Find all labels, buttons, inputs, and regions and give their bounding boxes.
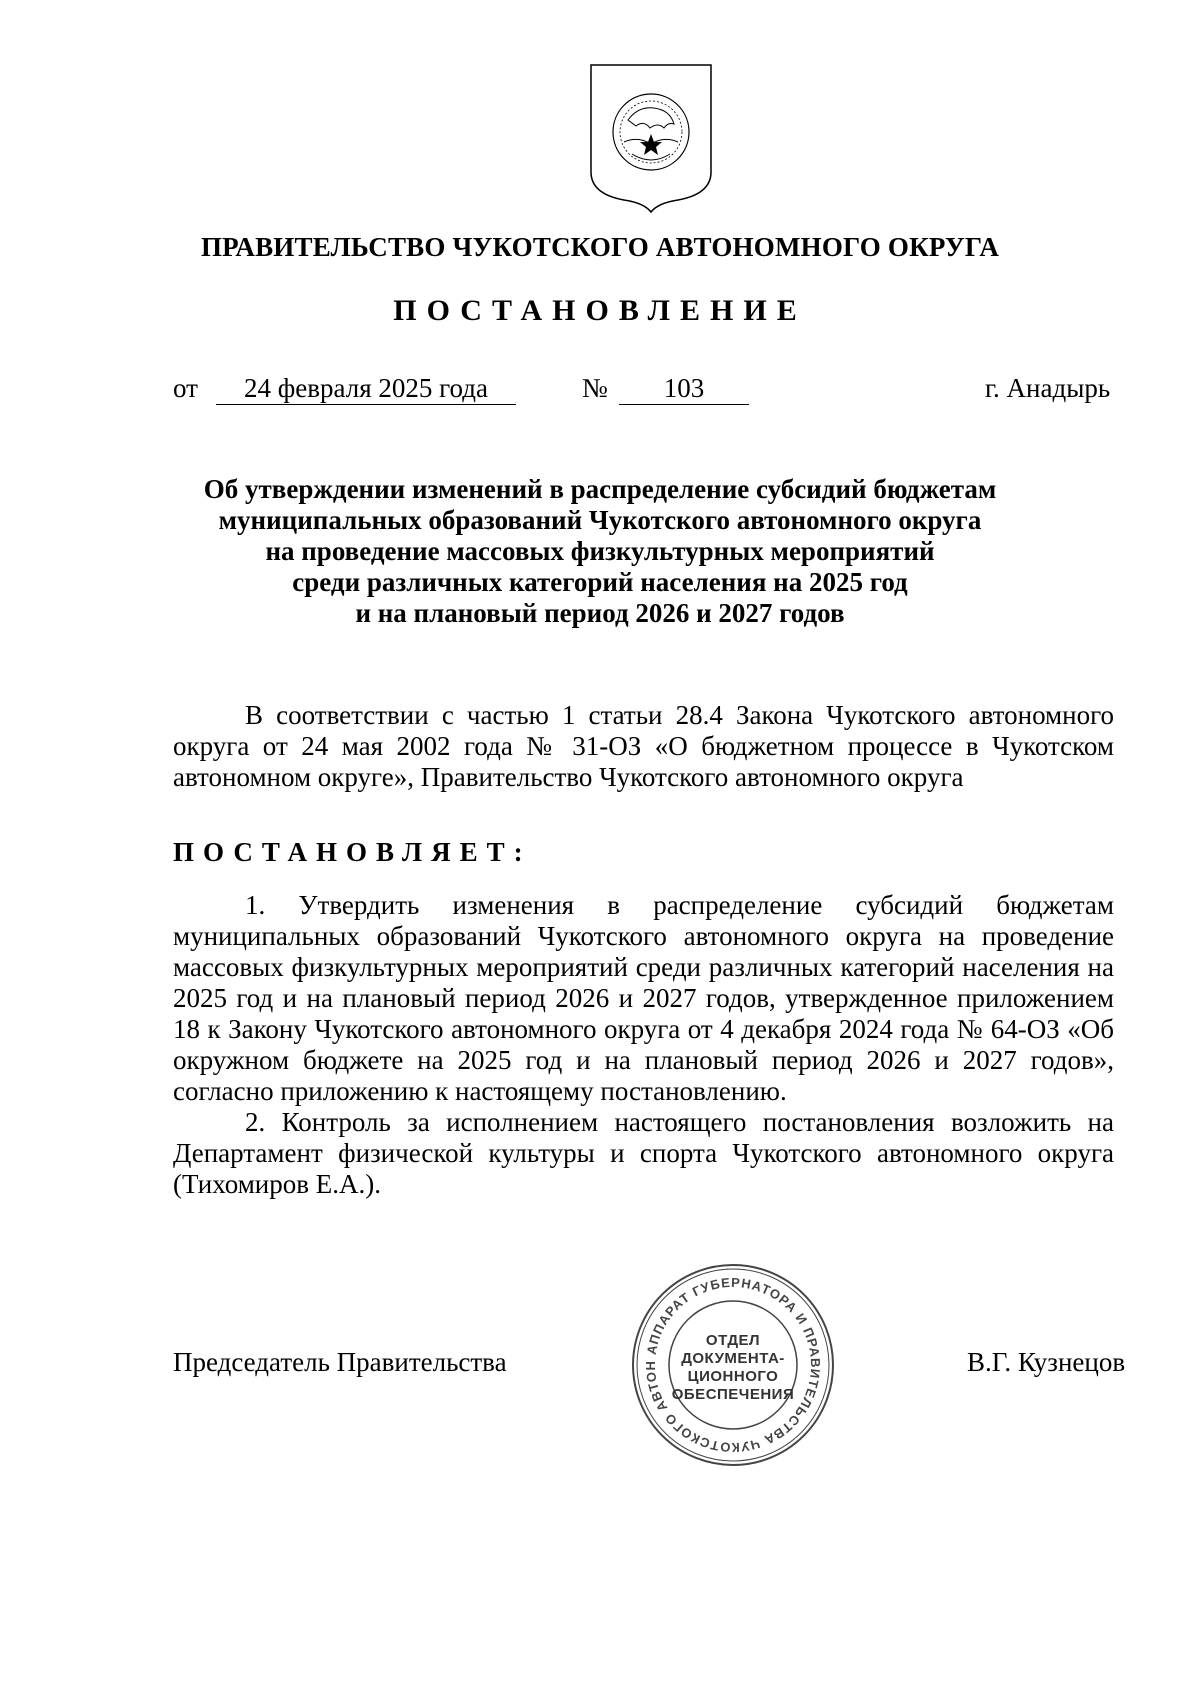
subject-line: Об утверждении изменений в распределение субсидий бюджетам: [203, 474, 997, 504]
subject-line: муниципальных образований Чукотского автономного округа: [218, 505, 982, 535]
subject-line: на проведение массовых физкультурных мероприятий: [265, 536, 935, 566]
resolution-items: [173, 890, 1114, 1200]
date-prefix: от: [173, 373, 198, 403]
preamble-text: В соответствии с частью 1 статьи 28.4 Закона Чукотского автономного округа от 24 мая 2002 года № 31-ОЗ «О бюджетном процессе в Чукотском автономном округе», Правительство Чукотского автономного округа: [173, 700, 1114, 792]
document-city: г. Анадырь: [985, 373, 1111, 403]
stamp-line: ОБЕСПЕЧЕНИЯ: [671, 1386, 795, 1403]
resolution-item: 2. Контроль за исполнением настоящего постановления возложить на Департамент физической культуры и спорта Чукотского автономного округа (Тихомиров Е.А.).: [173, 1107, 1114, 1199]
document-subject: [0, 474, 1200, 629]
subject-line: и на плановый период 2026 и 2027 годов: [355, 598, 845, 628]
resolution-item: 1. Утвердить изменения в распределение субсидий бюджетам муниципальных образований Чукотского автономного округа на проведение массовых физкультурных мероприятий среди различных категорий населения на 2025 год и на плановый период 2026 и 2027 годов, утвержденное приложением 18 к Закону Чукотского автономного округа от 4 декабря 2024 года № 64-ОЗ «Об окружном бюджете на 2025 год и на плановый период 2026 и 2027 годов», согласно приложению к настоящему постановлению.: [173, 890, 1114, 1106]
document-meta: [0, 373, 1200, 413]
stamp-center-text: [628, 1332, 838, 1404]
document-type: ПОСТАНОВЛЕНИЕ: [393, 294, 807, 327]
resolve-heading: ПОСТАНОВЛЯЕТ:: [173, 837, 532, 867]
number-prefix: №: [582, 373, 608, 403]
signatory-position: Председатель Правительства: [173, 1347, 507, 1377]
svg-text:АППАРАТ ГУБЕРНАТОРА И ПРАВИТЕЛ: АППАРАТ ГУБЕРНАТОРА И ПРАВИТЕЛЬСТВА ЧУКОТСКОГО АВТОН: [642, 1274, 824, 1456]
government-name: ПРАВИТЕЛЬСТВО ЧУКОТСКОГО АВТОНОМНОГО ОКРУГА: [200, 232, 1000, 262]
coat-of-arms-icon: [588, 62, 714, 214]
signatory-name: В.Г. Кузнецов: [967, 1347, 1126, 1377]
document-date: 24 февраля 2025 года: [216, 373, 516, 405]
document-number: 103: [619, 373, 749, 405]
stamp-line: ДОКУМЕНТА-: [681, 1350, 785, 1367]
stamp-line: ОТДЕЛ: [705, 1332, 761, 1349]
preamble: [173, 700, 1114, 793]
official-stamp: [628, 1260, 838, 1470]
stamp-line: ЦИОННОГО: [687, 1368, 779, 1385]
subject-line: среди различных категорий населения на 2025 год: [292, 567, 908, 597]
